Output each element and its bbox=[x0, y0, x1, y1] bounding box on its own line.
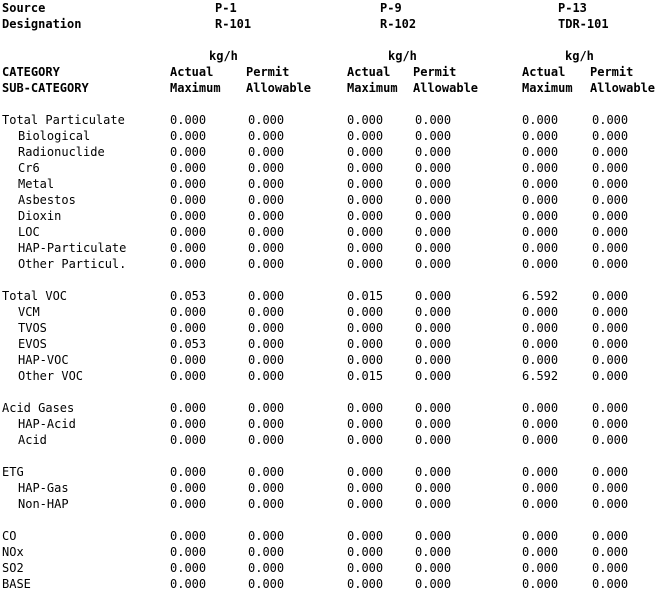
value-cell: 0.000 bbox=[592, 417, 629, 431]
value-cell: 0.000 bbox=[170, 129, 207, 143]
value-cell: 0.000 bbox=[522, 161, 559, 175]
value-cell: 0.000 bbox=[415, 337, 452, 351]
table-row bbox=[0, 496, 665, 512]
row-label-subcategory: Metal bbox=[18, 177, 55, 191]
header-row-designation bbox=[0, 16, 665, 32]
header-row-category bbox=[0, 64, 665, 80]
value-cell: 0.000 bbox=[170, 225, 207, 239]
group-separator bbox=[0, 384, 665, 400]
value-cell: 0.000 bbox=[347, 145, 384, 159]
value-cell: 0.000 bbox=[248, 561, 285, 575]
value-cell: 0.000 bbox=[415, 177, 452, 191]
table-row bbox=[0, 144, 665, 160]
value-cell: 0.000 bbox=[592, 209, 629, 223]
value-cell: 0.000 bbox=[592, 337, 629, 351]
header-label-subcategory: SUB-CATEGORY bbox=[2, 81, 89, 95]
value-cell: 0.000 bbox=[592, 161, 629, 175]
value-cell: 0.000 bbox=[248, 113, 285, 127]
value-cell: 0.000 bbox=[347, 401, 384, 415]
value-cell: 0.000 bbox=[522, 577, 559, 591]
value-cell: 0.000 bbox=[592, 193, 629, 207]
value-cell: 0.000 bbox=[522, 209, 559, 223]
group-separator bbox=[0, 512, 665, 528]
row-label-subcategory: LOC bbox=[18, 225, 40, 239]
value-cell: 0.000 bbox=[415, 209, 452, 223]
value-cell: 0.000 bbox=[592, 401, 629, 415]
value-cell: 0.000 bbox=[522, 465, 559, 479]
table-row bbox=[0, 160, 665, 176]
table-row bbox=[0, 368, 665, 384]
table-row bbox=[0, 192, 665, 208]
value-cell: 0.000 bbox=[248, 497, 285, 511]
header-row-source bbox=[0, 0, 665, 16]
value-cell: 0.000 bbox=[347, 337, 384, 351]
column-header-5-line1: Actual bbox=[522, 65, 566, 79]
value-cell: 0.000 bbox=[248, 465, 285, 479]
value-cell: 0.000 bbox=[248, 225, 285, 239]
designation-2: R-102 bbox=[380, 17, 417, 31]
table-row bbox=[0, 176, 665, 192]
row-label-subcategory: Radionuclide bbox=[18, 145, 105, 159]
value-cell: 0.000 bbox=[415, 561, 452, 575]
value-cell: 0.000 bbox=[347, 257, 384, 271]
value-cell: 0.000 bbox=[347, 113, 384, 127]
value-cell: 0.000 bbox=[248, 401, 285, 415]
value-cell: 0.000 bbox=[248, 337, 285, 351]
header-row-subcategory bbox=[0, 80, 665, 96]
table-row bbox=[0, 352, 665, 368]
value-cell: 0.000 bbox=[415, 529, 452, 543]
value-cell: 0.053 bbox=[170, 289, 207, 303]
value-cell: 0.000 bbox=[415, 577, 452, 591]
value-cell: 0.000 bbox=[347, 417, 384, 431]
value-cell: 0.000 bbox=[592, 529, 629, 543]
table-row bbox=[0, 480, 665, 496]
value-cell: 0.000 bbox=[248, 369, 285, 383]
value-cell: 6.592 bbox=[522, 369, 559, 383]
row-label-category: Total VOC bbox=[2, 289, 68, 303]
row-label-category: NOx bbox=[2, 545, 24, 559]
value-cell: 0.000 bbox=[170, 529, 207, 543]
value-cell: 0.000 bbox=[522, 177, 559, 191]
value-cell: 0.000 bbox=[592, 225, 629, 239]
value-cell: 0.000 bbox=[592, 113, 629, 127]
table-row bbox=[0, 208, 665, 224]
value-cell: 0.000 bbox=[248, 193, 285, 207]
table-row bbox=[0, 304, 665, 320]
table-row bbox=[0, 112, 665, 128]
value-cell: 0.000 bbox=[170, 417, 207, 431]
value-cell: 0.000 bbox=[347, 225, 384, 239]
table-row bbox=[0, 416, 665, 432]
value-cell: 0.000 bbox=[592, 145, 629, 159]
table-row bbox=[0, 336, 665, 352]
value-cell: 0.000 bbox=[415, 481, 452, 495]
table-row bbox=[0, 224, 665, 240]
unit-label-3: kg/h bbox=[565, 49, 594, 63]
value-cell: 0.000 bbox=[522, 305, 559, 319]
value-cell: 0.000 bbox=[347, 481, 384, 495]
row-label-category: CO bbox=[2, 529, 17, 543]
row-label-subcategory: Asbestos bbox=[18, 193, 76, 207]
column-header-4-line2: Allowable bbox=[413, 81, 479, 95]
value-cell: 0.000 bbox=[522, 225, 559, 239]
designation-1: R-101 bbox=[215, 17, 252, 31]
value-cell: 0.000 bbox=[415, 433, 452, 447]
value-cell: 0.000 bbox=[415, 465, 452, 479]
value-cell: 0.000 bbox=[522, 545, 559, 559]
value-cell: 0.000 bbox=[415, 417, 452, 431]
report-header bbox=[0, 0, 665, 96]
table-row bbox=[0, 240, 665, 256]
value-cell: 0.000 bbox=[592, 177, 629, 191]
table-row bbox=[0, 288, 665, 304]
table-row bbox=[0, 400, 665, 416]
value-cell: 0.000 bbox=[415, 369, 452, 383]
value-cell: 0.000 bbox=[522, 145, 559, 159]
table-row bbox=[0, 128, 665, 144]
column-header-4-line1: Permit bbox=[413, 65, 457, 79]
value-cell: 0.000 bbox=[522, 433, 559, 447]
value-cell: 0.000 bbox=[522, 417, 559, 431]
value-cell: 0.000 bbox=[415, 161, 452, 175]
value-cell: 0.000 bbox=[522, 353, 559, 367]
row-label-category: ETG bbox=[2, 465, 24, 479]
value-cell: 0.000 bbox=[347, 209, 384, 223]
column-header-1-line1: Actual bbox=[170, 65, 214, 79]
table-row bbox=[0, 464, 665, 480]
value-cell: 0.000 bbox=[170, 561, 207, 575]
value-cell: 0.000 bbox=[248, 353, 285, 367]
value-cell: 0.000 bbox=[592, 257, 629, 271]
row-label-category: SO2 bbox=[2, 561, 24, 575]
value-cell: 0.000 bbox=[248, 177, 285, 191]
row-label-category: Total Particulate bbox=[2, 113, 125, 127]
value-cell: 0.000 bbox=[170, 161, 207, 175]
value-cell: 0.000 bbox=[592, 465, 629, 479]
source-name-1: P-1 bbox=[215, 1, 237, 15]
value-cell: 0.000 bbox=[347, 545, 384, 559]
value-cell: 0.000 bbox=[415, 497, 452, 511]
value-cell: 0.000 bbox=[592, 369, 629, 383]
group-separator bbox=[0, 448, 665, 464]
table-row bbox=[0, 560, 665, 576]
value-cell: 0.000 bbox=[170, 321, 207, 335]
value-cell: 0.000 bbox=[170, 177, 207, 191]
table-row bbox=[0, 576, 665, 592]
value-cell: 0.000 bbox=[170, 193, 207, 207]
designation-3: TDR-101 bbox=[558, 17, 609, 31]
value-cell: 0.000 bbox=[248, 241, 285, 255]
value-cell: 0.053 bbox=[170, 337, 207, 351]
value-cell: 0.000 bbox=[592, 497, 629, 511]
value-cell: 0.000 bbox=[170, 465, 207, 479]
value-cell: 0.000 bbox=[415, 145, 452, 159]
value-cell: 0.000 bbox=[347, 129, 384, 143]
value-cell: 0.000 bbox=[347, 465, 384, 479]
value-cell: 6.592 bbox=[522, 289, 559, 303]
value-cell: 0.000 bbox=[415, 289, 452, 303]
value-cell: 0.000 bbox=[522, 241, 559, 255]
value-cell: 0.000 bbox=[415, 401, 452, 415]
value-cell: 0.000 bbox=[248, 161, 285, 175]
value-cell: 0.000 bbox=[248, 577, 285, 591]
unit-label-2: kg/h bbox=[388, 49, 417, 63]
value-cell: 0.000 bbox=[522, 481, 559, 495]
value-cell: 0.000 bbox=[415, 257, 452, 271]
row-label-subcategory: Other Particul. bbox=[18, 257, 127, 271]
row-label-subcategory: Other VOC bbox=[18, 369, 84, 383]
value-cell: 0.000 bbox=[248, 289, 285, 303]
value-cell: 0.000 bbox=[170, 481, 207, 495]
value-cell: 0.000 bbox=[248, 129, 285, 143]
table-row bbox=[0, 528, 665, 544]
value-cell: 0.000 bbox=[415, 129, 452, 143]
group-separator bbox=[0, 272, 665, 288]
value-cell: 0.000 bbox=[592, 241, 629, 255]
value-cell: 0.000 bbox=[248, 529, 285, 543]
column-header-2-line1: Permit bbox=[246, 65, 290, 79]
value-cell: 0.000 bbox=[170, 209, 207, 223]
value-cell: 0.000 bbox=[347, 177, 384, 191]
value-cell: 0.000 bbox=[347, 161, 384, 175]
row-label-subcategory: HAP-Gas bbox=[18, 481, 69, 495]
value-cell: 0.000 bbox=[592, 577, 629, 591]
value-cell: 0.000 bbox=[248, 305, 285, 319]
value-cell: 0.000 bbox=[248, 545, 285, 559]
value-cell: 0.000 bbox=[248, 321, 285, 335]
value-cell: 0.000 bbox=[592, 321, 629, 335]
value-cell: 0.000 bbox=[347, 497, 384, 511]
value-cell: 0.000 bbox=[522, 129, 559, 143]
row-label-subcategory: HAP-VOC bbox=[18, 353, 69, 367]
value-cell: 0.000 bbox=[248, 145, 285, 159]
value-cell: 0.000 bbox=[248, 209, 285, 223]
header-gap bbox=[0, 32, 665, 48]
header-row-units bbox=[0, 48, 665, 64]
report-body bbox=[0, 112, 665, 592]
row-label-subcategory: EVOS bbox=[18, 337, 47, 351]
value-cell: 0.000 bbox=[248, 257, 285, 271]
table-row bbox=[0, 432, 665, 448]
value-cell: 0.000 bbox=[347, 241, 384, 255]
row-label-category: BASE bbox=[2, 577, 31, 591]
value-cell: 0.000 bbox=[522, 113, 559, 127]
value-cell: 0.000 bbox=[170, 433, 207, 447]
column-header-6-line2: Allowable bbox=[590, 81, 656, 95]
row-label-subcategory: VCM bbox=[18, 305, 40, 319]
value-cell: 0.000 bbox=[522, 193, 559, 207]
value-cell: 0.000 bbox=[522, 561, 559, 575]
value-cell: 0.000 bbox=[170, 401, 207, 415]
value-cell: 0.000 bbox=[347, 353, 384, 367]
value-cell: 0.015 bbox=[347, 289, 384, 303]
value-cell: 0.000 bbox=[592, 353, 629, 367]
value-cell: 0.000 bbox=[415, 193, 452, 207]
value-cell: 0.000 bbox=[522, 497, 559, 511]
value-cell: 0.000 bbox=[248, 481, 285, 495]
table-row bbox=[0, 256, 665, 272]
unit-label-1: kg/h bbox=[209, 49, 238, 63]
value-cell: 0.000 bbox=[415, 321, 452, 335]
value-cell: 0.000 bbox=[522, 321, 559, 335]
value-cell: 0.000 bbox=[415, 545, 452, 559]
table-row bbox=[0, 544, 665, 560]
value-cell: 0.000 bbox=[347, 561, 384, 575]
row-label-subcategory: Non-HAP bbox=[18, 497, 69, 511]
row-label-subcategory: Acid bbox=[18, 433, 47, 447]
value-cell: 0.000 bbox=[522, 257, 559, 271]
value-cell: 0.000 bbox=[248, 433, 285, 447]
value-cell: 0.000 bbox=[592, 305, 629, 319]
value-cell: 0.000 bbox=[415, 353, 452, 367]
value-cell: 0.000 bbox=[522, 529, 559, 543]
header-body-gap bbox=[0, 96, 665, 112]
column-header-3-line1: Actual bbox=[347, 65, 391, 79]
value-cell: 0.000 bbox=[522, 337, 559, 351]
value-cell: 0.000 bbox=[415, 305, 452, 319]
value-cell: 0.000 bbox=[170, 353, 207, 367]
value-cell: 0.000 bbox=[592, 433, 629, 447]
value-cell: 0.000 bbox=[170, 577, 207, 591]
value-cell: 0.000 bbox=[170, 369, 207, 383]
value-cell: 0.000 bbox=[347, 433, 384, 447]
value-cell: 0.000 bbox=[347, 305, 384, 319]
row-label-category: Acid Gases bbox=[2, 401, 75, 415]
header-label-designation: Designation bbox=[2, 17, 82, 31]
value-cell: 0.000 bbox=[170, 113, 207, 127]
value-cell: 0.000 bbox=[522, 401, 559, 415]
value-cell: 0.000 bbox=[415, 241, 452, 255]
value-cell: 0.000 bbox=[170, 257, 207, 271]
value-cell: 0.000 bbox=[415, 113, 452, 127]
row-label-subcategory: Dioxin bbox=[18, 209, 62, 223]
value-cell: 0.000 bbox=[170, 145, 207, 159]
value-cell: 0.000 bbox=[248, 417, 285, 431]
row-label-subcategory: Biological bbox=[18, 129, 91, 143]
value-cell: 0.000 bbox=[170, 241, 207, 255]
value-cell: 0.000 bbox=[170, 305, 207, 319]
value-cell: 0.000 bbox=[170, 545, 207, 559]
header-label-category: CATEGORY bbox=[2, 65, 60, 79]
column-header-2-line2: Allowable bbox=[246, 81, 312, 95]
source-name-2: P-9 bbox=[380, 1, 402, 15]
value-cell: 0.000 bbox=[347, 577, 384, 591]
column-header-1-line2: Maximum bbox=[170, 81, 221, 95]
value-cell: 0.000 bbox=[347, 193, 384, 207]
value-cell: 0.000 bbox=[347, 321, 384, 335]
value-cell: 0.000 bbox=[415, 225, 452, 239]
column-header-6-line1: Permit bbox=[590, 65, 634, 79]
value-cell: 0.000 bbox=[592, 545, 629, 559]
value-cell: 0.000 bbox=[347, 529, 384, 543]
source-name-3: P-13 bbox=[558, 1, 587, 15]
header-label-source: Source bbox=[2, 1, 46, 15]
value-cell: 0.000 bbox=[592, 129, 629, 143]
table-row bbox=[0, 320, 665, 336]
value-cell: 0.000 bbox=[170, 497, 207, 511]
value-cell: 0.000 bbox=[592, 289, 629, 303]
row-label-subcategory: Cr6 bbox=[18, 161, 40, 175]
value-cell: 0.000 bbox=[592, 561, 629, 575]
value-cell: 0.015 bbox=[347, 369, 384, 383]
column-header-3-line2: Maximum bbox=[347, 81, 398, 95]
column-header-5-line2: Maximum bbox=[522, 81, 573, 95]
row-label-subcategory: HAP-Particulate bbox=[18, 241, 127, 255]
row-label-subcategory: TVOS bbox=[18, 321, 47, 335]
row-label-subcategory: HAP-Acid bbox=[18, 417, 76, 431]
value-cell: 0.000 bbox=[592, 481, 629, 495]
